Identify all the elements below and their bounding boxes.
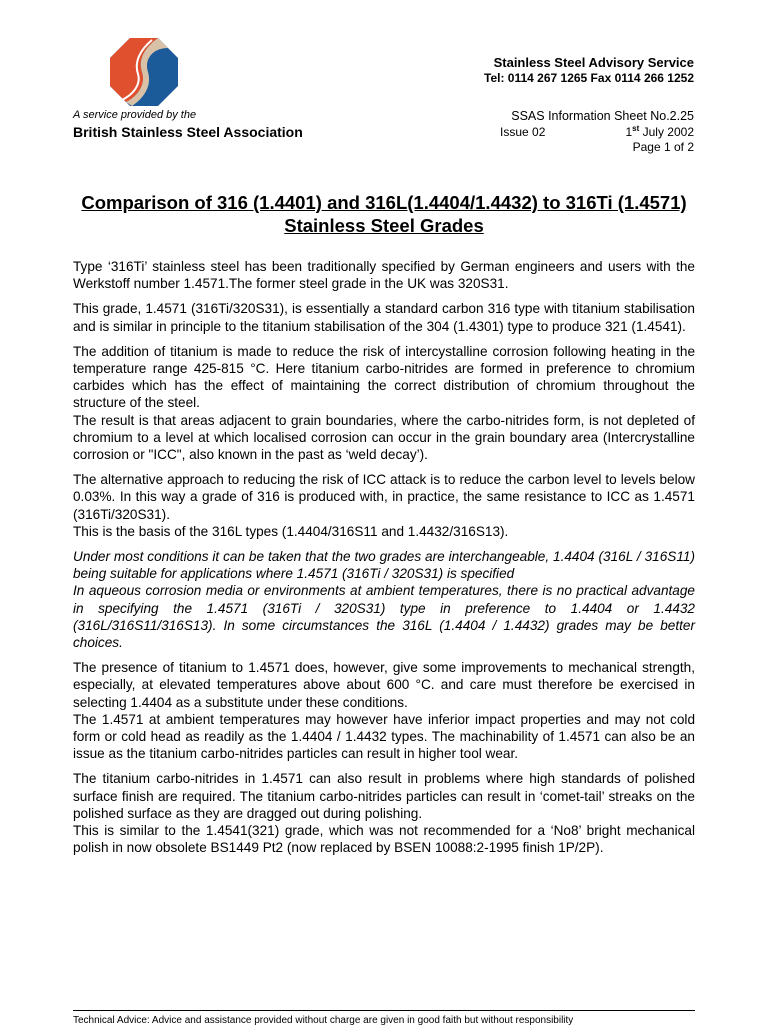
date-rest: July 2002 (639, 125, 694, 139)
document-title: Comparison of 316 (1.4401) and 316L(1.4404/1.4432) to 316Ti (1.4571) Stainless Steel Grades (81, 192, 687, 236)
sheet-number: SSAS Information Sheet No.2.25 (511, 109, 694, 123)
contact-numbers: Tel: 0114 267 1265 Fax 0114 266 1252 (484, 71, 694, 85)
service-name: Stainless Steel Advisory Service (493, 55, 694, 70)
paragraph: Type ‘316Ti’ stainless steel has been traditionally specified by German engineers and users with the Werkstoff number 1.4571.The former steel grade in the UK was 320S31. (73, 259, 695, 292)
footer-disclaimer: Technical Advice: Advice and assistance provided without charge are given in good faith but without responsibility (73, 1015, 574, 1026)
italic-paragraph: Under most conditions it can be taken that the two grades are interchangeable, 1.4404 (316L / 316S11) being suitable for applications where 1.4571 (316Ti / 320S31) is specified (73, 549, 695, 582)
paragraph: The presence of titanium to 1.4571 does, however, give some improvements to mechanical strength, especially, at elevated temperatures above about 600 °C. and care must therefore be exercised in selecting 1.4404 as a substitute under these conditions. (73, 660, 695, 710)
issue-number: Issue 02 (500, 125, 546, 139)
paragraph: This grade, 1.4571 (316Ti/320S31), is essentially a standard carbon 316 type with titanium stabilisation and is similar in principle to the titanium stabilisation of the 304 (1.4301) type to produce 321 (1.4541). (73, 301, 695, 334)
paragraph: The titanium carbo-nitrides in 1.4571 can also result in problems where high standards of polished surface finish are required. The titanium carbo-nitrides particles can result in ‘comet-tail’ streaks on the polished surface as they are dragged out during polishing. (73, 771, 695, 821)
date-suffix: st (632, 124, 640, 133)
page-number: Page 1 of 2 (632, 140, 694, 154)
paragraph: The 1.4571 at ambient temperatures may however have inferior impact properties and may not cold form or cold head as readily as the 1.4404 / 1.4432 types. The machinability of 1.4571 can also be an issue as the titanium carbo-nitrides particles can result in higher tool wear. (73, 711, 695, 762)
paragraph: The addition of titanium is made to reduce the risk of intercystalline corrosion following heating in the temperature range 425-815 °C. Here titanium carbo-nitrides are formed in preference to chromium carbides which has the effect of maintaining the correct distribution of chromium throughout the structure of the steel. (73, 343, 695, 411)
paragraph: This is the basis of the 316L types (1.4404/316S11 and 1.4432/316S13). (73, 523, 509, 539)
provided-by-text: A service provided by the (73, 109, 197, 121)
document-body (73, 258, 695, 857)
italic-paragraph: In aqueous corrosion media or environments at ambient temperatures, there is no practical advantage in specifying the 1.4571 (316Ti / 320S31) type in preference to 1.4404 or 1.4432 (316L/316S11/316S13). In some circumstances the 316L (1.4404 / 1.4432) grades may be better choices. (73, 583, 695, 651)
paragraph: The alternative approach to reducing the risk of ICC attack is to reduce the carbon level to levels below 0.03%. In this way a grade of 316 is produced with, in practice, the same resistance to ICC as 1.4571 (316Ti/320S31). (73, 472, 695, 522)
paragraph: The result is that areas adjacent to grain boundaries, where the carbo-nitrides form, is not depleted of chromium to a level at which localised corrosion can occur in the grain boundary area (Intercrystalline corrosion or "ICC", also known in the past as ‘weld decay’). (73, 412, 695, 463)
association-name: British Stainless Steel Association (73, 124, 303, 140)
footer-rule (73, 1010, 695, 1011)
bssa-logo-icon (108, 36, 180, 108)
issue-date (625, 124, 694, 139)
paragraph: This is similar to the 1.4541(321) grade, which was not recommended for a ‘No8’ bright mechanical polish in now obsolete BS1449 Pt2 (now replaced by BSEN 10088:2-1995 finish 1P/2P). (73, 823, 695, 856)
date-day: 1 (625, 125, 633, 139)
